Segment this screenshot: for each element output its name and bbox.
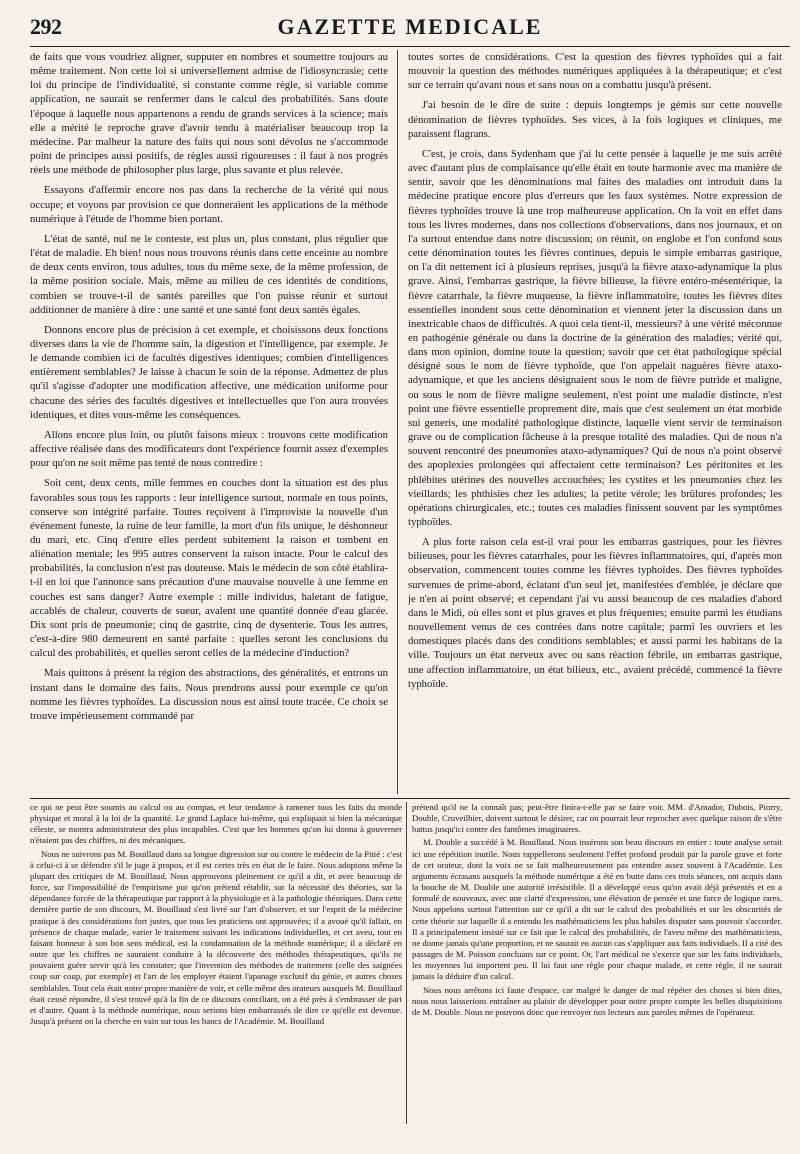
upper-left-column	[30, 50, 388, 794]
header-rule	[30, 46, 790, 47]
paragraph: A plus forte raison cela est-il vrai pour les embarras gastriques, pour les fièvres bilieuses, pour les fièvres catarrhales, pour les fièvres inflammatoires, qui, d'après mon observation, commencent toutes comme les fièvres typhoïdes. Des fièvres typhoïdes survenues de prime-abord, éclatant d'un seul jet, manifestées d'emblée, je déclare que je n'en ai point observé; et cependant j'ai vu aussi beaucoup de ces maladies d'abord dans le Midi, où elles sont et plus graves et plus fréquentes; ensuite parmi les étudians nouvellement venus de ces contrées dans notre capitale; parmi les ouvriers et les domestiques placés dans des conditions semblables; et aussi parmi les habitans de la ville. Toujours un état nerveux avec ou sans réaction fébrile, un embarras gastrique, une affection inflammatoire, un état bilieux, etc., avaient précédé, commencé la fièvre typhoïde.	[408, 536, 782, 690]
paragraph: toutes sortes de considérations. C'est la question des fièvres typhoïdes qui a fait mouvoir la question des méthodes numériques appliquées à la thérapeutique; et c'est sur ce terrain qu'avant nous et sans nous on a combattu jusqu'à présent.	[408, 51, 782, 92]
paragraph: de faits que vous voudriez aligner, supputer en nombres et soumettre toujours au même traitement. Non cette loi si universellement admise de l'idiosyncrasie; cette loi du principe de l'individualité, si constante comme règle, si variable comme application, ne saurait se renfermer dans le calcul des probabilités. Sans doute l'époque à laquelle nous appartenons a rendu de grands services à la science; mais elle a mérité le reproche grave d'avoir tendu à matérialiser beaucoup trop la médecine. Par malheur la nature des faits qui nous sont dévolus ne s'accommode point de principes aussi positifs, de règles aussi rigoureuses : il faut à nos progrès réels une méthode de philosopher plus large, plus savante et plus relevée.	[30, 51, 388, 177]
column-divider	[406, 802, 407, 1124]
paragraph: Mais quittons à présent la région des abstractions, des généralités, et entrons un instant dans le domaine des faits. Nous prendrons aussi pour exemple ce qu'on nomme les fièvres typhoïdes. La discussion nous est ainsi toute tracée. Ce choix se trouve impérieusement commandé par	[30, 667, 388, 722]
paragraph: Essayons d'affermir encore nos pas dans la recherche de la vérité qui nous occupe; et voyons par provision ce que donneraient les applications de la méthode numérique à l'étude de l'homme bien portant.	[30, 184, 388, 225]
paragraph: C'est, je crois, dans Sydenham que j'ai lu cette pensée à laquelle je me suis arrêté avec d'autant plus de complaisance qu'elle était en toute harmonie avec ma manière de sentir, savoir que les dénominations mal faites des maladies ont introduit dans la médecine pratique encore plus d'erreurs que les faux systèmes. Notre expression de fièvres typhoïdes trouve là une trop malheureuse application. On la voit en effet dans tous les livres modernes, dans nos collections d'observations, dans nos journaux, et on l'a surtout entendue dans notre discussion; on réunit, on englobe et l'on confond sous cette dénomination toutes les fièvres continues, depuis le simple embarras gastrique, on l'a dit nettement ici à plusieurs reprises, jusqu'à la fièvre ataxo-adynamique la plus grave. Ainsi, l'embarras gastrique, la fièvre bilieuse, la fièvre entéro-mésentérique, la fièvre catarrhale, la fièvre muqueuse, la fièvre inflammatoire, toutes les fièvres dites essentielles inondent sous cette dénomination et viennent jeter la discussion dans un inextricable chaos de difficultés. A quoi cela tient-il, messieurs? à une vérité méconnue en pathogénie générale ou dans la doctrine de la génération des maladies; vérité qui, dans mon opinion, domine toute la question; savoir que cet état pathologique spécial désigné sous le nom de fièvre typhoïde, que l'on appelait naguères fièvre ataxo-adynamique, et que les anciens désignaient sous le nom de fièvre putride et maligne, ou sous le nom de fièvre maligne seulement, n'est point une maladie distincte, n'est point une fièvre essentielle proprement dite, mais que c'est seulement un état morbide sui generis, une modalité pathologique distincte, laquelle vient servir de terminaison grave ou de complication fâcheuse à la presque totalité des maladies. Qui de nous n'a souvent rencontré des pneumonies ataxo-adynamiques? Qui de nous n'a point observé des apoplexies prolongées qui affectaient cette terminaison? Les péritonites et les phlébites utérines des nouvelles accouchées; les cystites et les pneumonies chez les vieillards; les phthisies chez les adultes; la petite vérole; les brûlures profondes; les opérations chirurgicales, etc.; toutes ces maladies finissent souvent par les symptômes typhoïdes.	[408, 147, 782, 528]
paragraph: L'état de santé, nul ne le conteste, est plus un, plus constant, plus régulier que l'état de maladie. Eh bien! nous nous trouvons réunis dans cette enceinte au nombre de deux cents environ, tous adultes, tous du même sexe, de la même profession, de la même position sociale. Mais, même au milieu de ces identités de conditions, combien se trouve-t-il de santés pareilles que l'on puisse réunir et surtout additionner de manière à dire : une santé et une santé font deux santés égales.	[30, 232, 388, 316]
upper-right-column	[408, 50, 782, 794]
paragraph: Nous nous arrêtons ici faute d'espace, car malgré le danger de mal répéter des choses si bien dites, nous nous laisserions entraîner au plaisir de développer pour notre propre compte les belles disquisitions de M. Double. Nous ne pouvons donc que renvoyer nos lecteurs aux paroles mêmes de l'opérateur.	[412, 984, 782, 1017]
section-rule	[30, 798, 790, 799]
journal-title: GAZETTE MEDICALE	[277, 14, 543, 39]
paragraph: Donnons encore plus de précision à cet exemple, et choisissons deux fonctions diverses dans la vie de l'homme sain, la digestion et l'intelligence, par exemple. Je le demande combien ici de facultés digestives identiques; combien d'intelligences entièrement semblables? Je laisse à chacun le soin de la réponse. Admettez de plus qu'il s'agisse d'adopter une modification affective, une médication uniforme pour chacune des séries des facultés digestives et intellectuelles que l'on aura trouvées identiques, et dites vous-même les conséquences.	[30, 323, 388, 421]
paragraph: Soit cent, deux cents, mille femmes en couches dont la situation est des plus favorables sous tous les rapports : leur intelligence surtout, normale en tous points, conserve son intégrité parfaite. Toutes reçoivent à l'improviste la nouvelle d'un événement funeste, la ruine de leur famille, la mort d'un fils unique, le déshonneur du mari, etc. Cinq d'entre elles perdent subitement la raison et tombent en aliénation mentale; les 995 autres conservent la raison intacte. Pour le calcul des probabilités, la conclusion n'est pas douteuse. Mais le médecin de son côté établira-t-il en loi que l'annonce sans précaution d'une mauvaise nouvelle à une femme en couches est sans danger? Autre exemple : mille individus, haletant de fatigue, accablés de chaleur, couverts de sueur, avalent une quantité donnée d'eau glacée. Dix sont pris de pneumonie; cinq de gastrite, cinq de dysenterie. Tous les autres, c'est-à-dire 980 demeurent en santé parfaite : quelles seront les conclusions du calcul des probabilités, et quelles seront celles de la médecine d'induction?	[30, 477, 388, 660]
lower-right-column	[412, 802, 782, 1124]
paragraph: J'ai besoin de le dire de suite : depuis longtemps je gémis sur cette nouvelle dénomination de fièvres typhoïdes. Ses vices, à la fois logiques et cliniques, me paraissent flagrans.	[408, 99, 782, 140]
lower-left-column	[30, 802, 402, 1124]
paragraph: Nous ne suivrons pas M. Bouillaud dans sa longue digression sur ou contre le médecin de la Pitié : c'est à celui-ci à se défendre s'il le juge à propos, et il est certes très en état de le faire. Nous adoptons même la plupart des critiques de M. Bouillaud. Nous approuvons pleinement ce qu'il a dit, et avec beaucoup de force, sur l'impossibilité de l'empirisme pur qu'on prétend rétablir, sur la nécessité des théories, sur la dépendance forcée de la thérapeutique par rapport à la physiologie et à la pathologie théoriques. Dans cette dernière partie de son discours, M. Bouillaud s'est livré sur l'art d'observer, et sur l'esprit de la médecine pratique à des considérations fort justes, que tous les praticiens ont approuvées; il a avoué qu'il fallait, en présence de chaque malade, varier le traitement suivant les indications individuelles, et cet aveu, tout en faisant honneur à son bon sens médical, est la condamnation de la méthode numérique; il a déclaré en outre que les chiffres ne sauraient conduire à la découverte des méthodes thérapeutiques, qu'ils ne pouvaient guère servir qu'à les constater; que l'invention des méthodes de traitement (celle des saignées coup sur coup, par exemple) et l'art de les employer étaient l'apanage exclusif du génie, et autres choses semblables. Tout cela était notre propre manière de voir, et celle même des orateurs auxquels M. Bouillaud était censé répondre, il s'est trouvé qu'à la fin de ce discours conciliant, on a été près à s'embrasser de part et d'autre. Quant à la méthode numérique, nous serions bien embarrassés de dire ce qu'elle est devenue. Jusqu'à présent on la cherche en vain sur tous les bancs de l'Académie. M. Bouillaud	[30, 848, 402, 1026]
column-divider	[397, 50, 398, 794]
paragraph: M. Double a succédé à M. Bouillaud. Nous insérons son beau discours en entier : toute analyse serait ici une répétition inutile. Nous rappellerons seulement l'effet profond produit par la parole grave et forte de cet orateur, dont la voix ne se fait malheureusement pas entendre assez souvent à l'Académie. Les arguments écrasans auxquels la méthode numérique a été en butte dans ces trois séances, ont acquis dans la bouche de M. Double une autorité irrésistible. Il a développé ceux qu'on avait déjà présentés et en a formulé de nouveaux, avec une clarté d'expression, une élévation de pensée et une force de logique rares. Nous appelons surtout l'attention sur ce qu'il a dit sur le calcul des probabilités et sur les obscurités de cette théorie sur laquelle il a entendu les mathématiciens les plus habiles disputer sans pouvoir s'accorder. Il a principalement insisté sur ce fait que le calcul des probabilités, de l'aveu même des mathématiciens, ne donne jamais qu'une proportion, et ne saurait en aucun cas s'appliquer aux faits individuels. Il a cité des passages de M. Poisson concluans sur ce point. Or, l'art médical ne s'exerce que sur les faits individuels, les moyennes lui importent peu. Il lui faut une règle pour chaque malade, et cette règle, il ne saurait jamais la déduire d'un calcul.	[412, 837, 782, 982]
paragraph: ce qui ne peut être soumis au calcul ou au compas, et leur tendance à ramener tous les faits du monde physique et moral à la loi de la quantité. Le grand Laplace lui-même, qui expliquait si bien la mécanique céleste, se montra administrateur des plus incapables. C'est que les hommes qu'on lui donna à gouverner n'étaient pas des chiffres, ni des mécaniques.	[30, 802, 402, 846]
paragraph: Allons encore plus loin, ou plutôt faisons mieux : trouvons cette modification affective réalisée dans des modificateurs dont l'expérience fournit assez d'exemples pour qu'on ne soit même pas tenté de nous contredire :	[30, 428, 388, 470]
page-header	[30, 10, 790, 44]
paragraph: prétend qu'il ne la connaît pas; peut-être finira-t-elle par se faire voir. MM. d'Amador, Dubois, Piorry, Double, Cruveilhier, doivent surtout le désirer, car on pourrait leur reprocher avec quelque raison de s'être battus jusqu'ici contre des fantômes imaginaires.	[412, 802, 782, 835]
page-number: 292	[30, 14, 62, 39]
